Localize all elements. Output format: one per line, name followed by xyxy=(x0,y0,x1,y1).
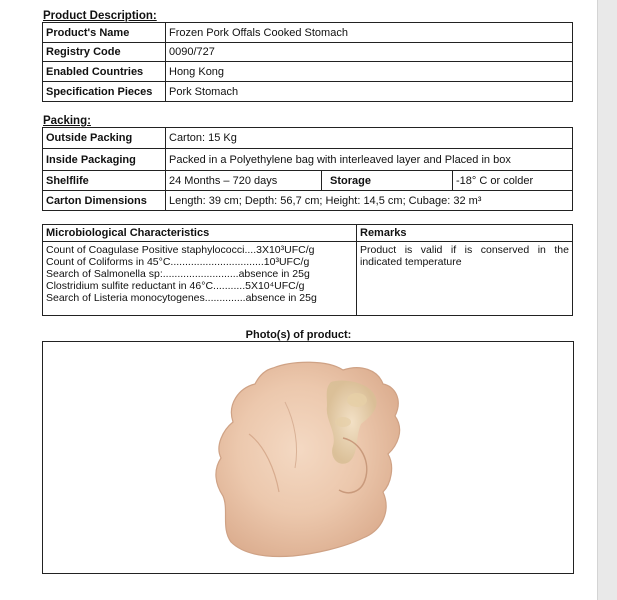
table-row xyxy=(43,171,573,191)
table-row xyxy=(43,128,573,149)
micro-line: Search of Salmonella sp:..........................absence in 25g xyxy=(46,268,310,280)
carton-dimensions-value: Length: 39 cm; Depth: 56,7 cm; Height: 14,5 cm; Cubage: 32 m³ xyxy=(166,191,573,211)
product-description-table xyxy=(42,22,573,102)
table-row xyxy=(43,62,573,82)
shelflife-label: Shelflife xyxy=(43,171,166,191)
table-row xyxy=(43,149,573,171)
micro-header: Microbiological Characteristics xyxy=(43,225,357,242)
registry-code-value: 0090/727 xyxy=(166,43,573,62)
inside-packaging-label: Inside Packaging xyxy=(43,149,166,171)
inside-packaging-value: Packed in a Polyethylene bag with interleaved layer and Placed in box xyxy=(166,149,573,171)
product-name-value: Frozen Pork Offals Cooked Stomach xyxy=(166,23,573,43)
table-row xyxy=(43,82,573,102)
specification-pieces-label: Specification Pieces xyxy=(43,82,166,102)
carton-dimensions-label: Carton Dimensions xyxy=(43,191,166,211)
outside-packing-value: Carton: 15 Kg xyxy=(166,128,573,149)
table-row xyxy=(43,43,573,62)
outside-packing-label: Outside Packing xyxy=(43,128,166,149)
packing-table xyxy=(42,127,573,211)
enabled-countries-value: Hong Kong xyxy=(166,62,573,82)
table-row xyxy=(43,23,573,43)
table-row xyxy=(43,191,573,211)
micro-line: Count of Coagulase Positive staphylococci....3X10³UFC/g xyxy=(46,244,315,256)
micro-line: Clostridium sulfite reductant in 46°C...........5X10⁴UFC/g xyxy=(46,280,305,292)
photo-title: Photo(s) of product: xyxy=(245,329,352,341)
shelflife-value: 24 Months – 720 days xyxy=(166,171,322,191)
microbiological-table xyxy=(42,224,573,316)
micro-line: Search of Listeria monocytogenes..............absence in 25g xyxy=(46,292,317,304)
page-background-strip xyxy=(597,0,617,600)
registry-code-label: Registry Code xyxy=(43,43,166,62)
product-photo-frame xyxy=(42,341,574,574)
product-name-label: Product's Name xyxy=(43,23,166,43)
storage-value: -18° C or colder xyxy=(453,171,573,191)
table-row xyxy=(43,225,573,242)
remarks-cell xyxy=(357,242,573,316)
remarks-header: Remarks xyxy=(357,225,573,242)
packing-title: Packing: xyxy=(43,115,91,127)
table-row xyxy=(43,242,573,316)
enabled-countries-label: Enabled Countries xyxy=(43,62,166,82)
specification-pieces-value: Pork Stomach xyxy=(166,82,573,102)
pork-stomach-image xyxy=(43,342,573,573)
micro-values-cell xyxy=(43,242,357,316)
micro-line: Count of Coliforms in 45°C................................10³UFC/g xyxy=(46,256,310,268)
storage-label: Storage xyxy=(322,171,453,191)
product-description-title: Product Description: xyxy=(43,10,157,22)
remarks-text: Product is valid if is conserved in the indicated temperature xyxy=(360,244,569,268)
